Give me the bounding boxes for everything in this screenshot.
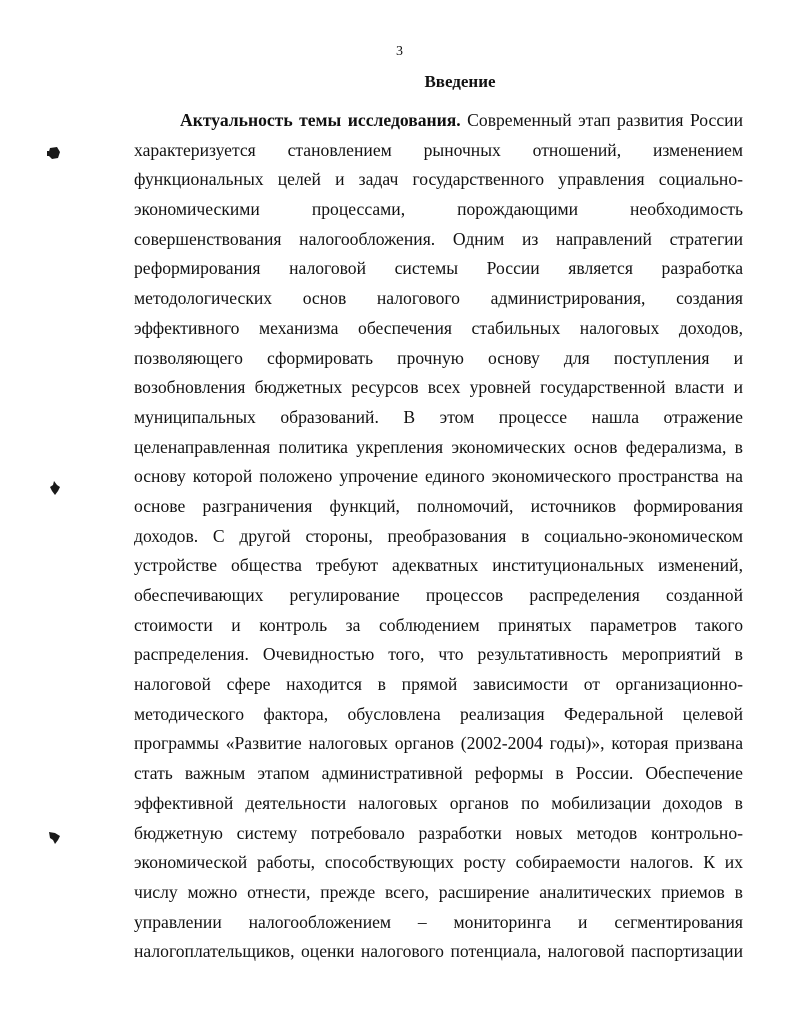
text-line: распределения. Очевидностью того, что результативность мероприятий в — [134, 644, 743, 665]
body-text — [134, 106, 743, 967]
text-line: стать важным этапом административной реформы в России. Обеспечение — [134, 763, 743, 784]
text-line: числу можно отнести, прежде всего, расширение аналитических приемов в — [134, 881, 743, 902]
text-line: основе разграничения функций, полномочий, источников формирования — [134, 495, 743, 516]
text-line: стоимости и контроль за соблюдением принятых параметров такого — [134, 614, 743, 635]
text-line: основу которой положено упрочение единого экономического пространства на — [134, 466, 743, 487]
punch-hole-mark — [48, 481, 62, 495]
text-line: методологических основ налогового администрирования, создания — [134, 288, 743, 309]
section-lead: Актуальность темы исследования. — [180, 110, 461, 130]
text-line: бюджетную систему потребовало разработки новых методов контрольно- — [134, 822, 743, 843]
text-line: обеспечивающих регулирование процессов распределения созданной — [134, 585, 743, 605]
text-line: функциональных целей и задач государственного управления социально- — [134, 169, 743, 190]
text-line: налогоплательщиков, оценки налогового потенциала, налоговой паспортизации — [134, 941, 743, 962]
text-line: устройстве общества требуют адекватных институциональных изменений, — [134, 555, 743, 576]
text-line: эффективной деятельности налоговых органов по мобилизации доходов в — [134, 792, 743, 813]
paragraph-first-line — [134, 106, 743, 136]
text-line: налоговой сфере находится в прямой зависимости от организационно- — [134, 674, 743, 695]
text-line: доходов. С другой стороны, преобразования в социально-экономическом — [134, 525, 743, 546]
text-line: реформирования налоговой системы России является разработка — [134, 258, 743, 279]
text-line: характеризуется становлением рыночных отношений, изменением — [134, 139, 743, 160]
text-line: целенаправленная политика укрепления экономических основ федерализма, в — [134, 436, 743, 457]
page-title: Введение — [424, 72, 496, 91]
text-line: программы «Развитие налоговых органов (2002-2004 годы)», которая призвана — [134, 733, 743, 754]
text-line: методического фактора, обусловлена реализация Федеральной целевой — [134, 703, 743, 724]
text-line: экономической работы, способствующих росту собираемости налогов. К их — [134, 852, 743, 873]
text-line: позволяющего сформировать прочную основу для поступления и — [134, 347, 743, 368]
text-line: эффективного механизма обеспечения стабильных налоговых доходов, — [134, 317, 743, 338]
text-line: управлении налогообложением – мониторинга и сегментирования — [134, 911, 743, 932]
text-line: экономическими процессами, порождающими необходимость — [134, 199, 743, 220]
text-line: возобновления бюджетных ресурсов всех уровней государственной власти и — [134, 377, 743, 398]
text-line: муниципальных образований. В этом процессе нашла отражение — [134, 406, 743, 427]
punch-hole-mark — [47, 831, 61, 845]
page-number: 3 — [396, 44, 403, 59]
text-line: совершенствования налогообложения. Одним из направлений стратегии — [134, 228, 743, 249]
first-line-text: Современный этап развития России — [460, 110, 743, 130]
punch-hole-mark — [47, 146, 61, 160]
